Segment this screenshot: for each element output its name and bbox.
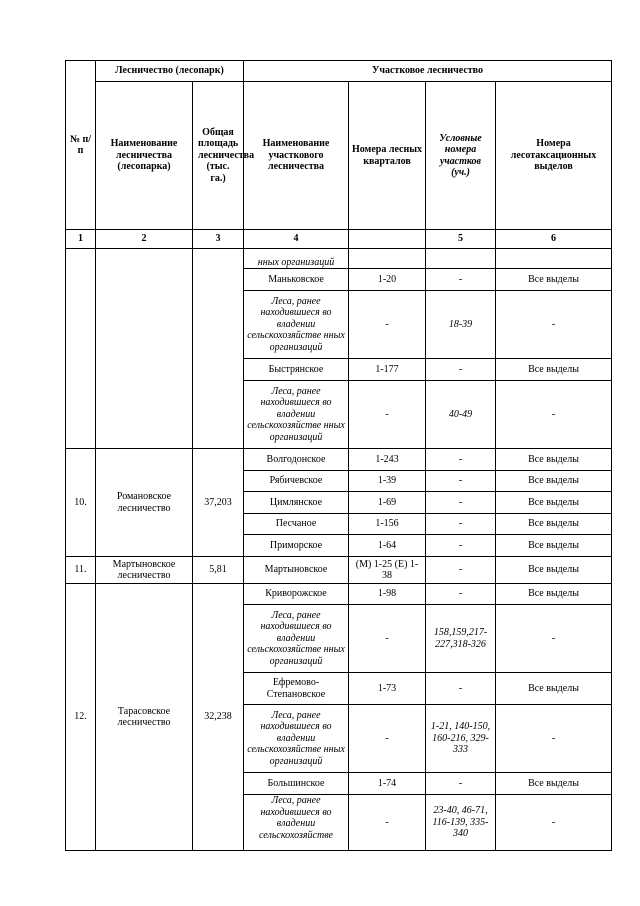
header-quarters: Номера лесных кварталов xyxy=(349,82,426,230)
quarters-value: 1-243 xyxy=(349,449,426,471)
district-name: Приморское xyxy=(244,535,349,557)
district-name: Леса, ранее находившиеся во владении сельскохозяйстве xyxy=(244,795,349,851)
plots-value: 1-21, 140-150, 160-216, 329-333 xyxy=(426,705,496,773)
plots-value: - xyxy=(426,359,496,381)
allotments-value: Все выделы xyxy=(496,269,612,291)
plots-value: - xyxy=(426,471,496,492)
allotments-value: Все выделы xyxy=(496,449,612,471)
allotments-value: Все выделы xyxy=(496,359,612,381)
forestry-name: Романовское лесничество xyxy=(96,449,193,557)
table-row xyxy=(66,557,612,584)
table-row xyxy=(66,449,612,471)
cont-num-cell xyxy=(66,249,96,449)
empty-cell xyxy=(496,249,612,269)
quarters-value: - xyxy=(349,795,426,851)
district-name: Волгодонское xyxy=(244,449,349,471)
district-name: Криворожское xyxy=(244,584,349,605)
header-district-group: Участковое лесничество xyxy=(244,61,612,82)
header-num: № п/п xyxy=(66,61,96,230)
district-name: Цимлянское xyxy=(244,492,349,514)
header-allotments: Номера лесотаксационных выделов xyxy=(496,82,612,230)
plots-value: 23-40, 46-71, 116-139, 335-340 xyxy=(426,795,496,851)
quarters-value: - xyxy=(349,605,426,673)
cont-fragment: нных организаций xyxy=(244,249,349,269)
header-district-name: Наименование участкового лесничества xyxy=(244,82,349,230)
col-num-3: 3 xyxy=(193,230,244,249)
row-num: 10. xyxy=(66,449,96,557)
forestry-area: 37,203 xyxy=(193,449,244,557)
allotments-value: Все выделы xyxy=(496,773,612,795)
header-forestry-name: Наименование лесничества (лесопарка) xyxy=(96,82,193,230)
forestry-area: 32,238 xyxy=(193,584,244,851)
column-numbers-row xyxy=(66,230,612,249)
plots-value: - xyxy=(426,269,496,291)
plots-value: - xyxy=(426,449,496,471)
quarters-value: - xyxy=(349,291,426,359)
col-num-1: 1 xyxy=(66,230,96,249)
quarters-value: 1-156 xyxy=(349,514,426,535)
plots-value: 40-49 xyxy=(426,381,496,449)
allotments-value: - xyxy=(496,795,612,851)
district-name: Большинское xyxy=(244,773,349,795)
plots-value: 158,159,217-227,318-326 xyxy=(426,605,496,673)
allotments-value: Все выделы xyxy=(496,557,612,584)
quarters-value: 1-73 xyxy=(349,673,426,705)
allotments-value: Все выделы xyxy=(496,471,612,492)
forestry-name: Мартыновское лесничество xyxy=(96,557,193,584)
plots-value: - xyxy=(426,557,496,584)
district-name: Ефремово-Степановское xyxy=(244,673,349,705)
plots-value: - xyxy=(426,492,496,514)
quarters-value: - xyxy=(349,705,426,773)
plots-value: - xyxy=(426,584,496,605)
forestry-table xyxy=(65,60,612,851)
col-num-empty xyxy=(349,230,426,249)
district-name: Маньковское xyxy=(244,269,349,291)
district-name: Леса, ранее находившиеся во владении сельскохозяйстве нных организаций xyxy=(244,381,349,449)
allotments-value: - xyxy=(496,381,612,449)
row-num: 12. xyxy=(66,584,96,851)
header-plots: Условные номера участков (уч.) xyxy=(426,82,496,230)
plots-value: - xyxy=(426,535,496,557)
forestry-name: Тарасовское лесничество xyxy=(96,584,193,851)
cont-forestry-cell xyxy=(96,249,193,449)
quarters-value: 1-74 xyxy=(349,773,426,795)
cont-area-cell xyxy=(193,249,244,449)
header-row-1 xyxy=(66,61,612,82)
row-num: 11. xyxy=(66,557,96,584)
allotments-value: - xyxy=(496,705,612,773)
table-row xyxy=(66,584,612,605)
quarters-value: - xyxy=(349,381,426,449)
allotments-value: Все выделы xyxy=(496,492,612,514)
allotments-value: - xyxy=(496,291,612,359)
col-num-5: 5 xyxy=(426,230,496,249)
quarters-value: 1-177 xyxy=(349,359,426,381)
district-name: Леса, ранее находившиеся во владении сельскохозяйстве нных организаций xyxy=(244,705,349,773)
forestry-area: 5,81 xyxy=(193,557,244,584)
allotments-value: Все выделы xyxy=(496,535,612,557)
header-total-area: Общая площадь лесничества (тыс. га.) xyxy=(193,82,244,230)
empty-cell xyxy=(426,249,496,269)
quarters-value: 1-98 xyxy=(349,584,426,605)
allotments-value: Все выделы xyxy=(496,673,612,705)
district-name: Рябичевское xyxy=(244,471,349,492)
col-num-4: 4 xyxy=(244,230,349,249)
header-forestry-group: Лесничество (лесопарк) xyxy=(96,61,244,82)
plots-value: 18-39 xyxy=(426,291,496,359)
plots-value: - xyxy=(426,773,496,795)
table-row xyxy=(66,249,612,269)
quarters-value: 1-69 xyxy=(349,492,426,514)
allotments-value: - xyxy=(496,605,612,673)
plots-value: - xyxy=(426,673,496,705)
plots-value: - xyxy=(426,514,496,535)
col-num-2: 2 xyxy=(96,230,193,249)
district-name: Леса, ранее находившиеся во владении сельскохозяйстве нных организаций xyxy=(244,291,349,359)
empty-cell xyxy=(349,249,426,269)
district-name: Быстрянское xyxy=(244,359,349,381)
allotments-value: Все выделы xyxy=(496,514,612,535)
col-num-6: 6 xyxy=(496,230,612,249)
allotments-value: Все выделы xyxy=(496,584,612,605)
quarters-value: 1-64 xyxy=(349,535,426,557)
district-name: Песчаное xyxy=(244,514,349,535)
quarters-value: (М) 1-25 (Е) 1-38 xyxy=(349,557,426,584)
district-name: Леса, ранее находившиеся во владении сельскохозяйстве нных организаций xyxy=(244,605,349,673)
quarters-value: 1-20 xyxy=(349,269,426,291)
quarters-value: 1-39 xyxy=(349,471,426,492)
district-name: Мартыновское xyxy=(244,557,349,584)
header-row-2 xyxy=(66,82,612,230)
